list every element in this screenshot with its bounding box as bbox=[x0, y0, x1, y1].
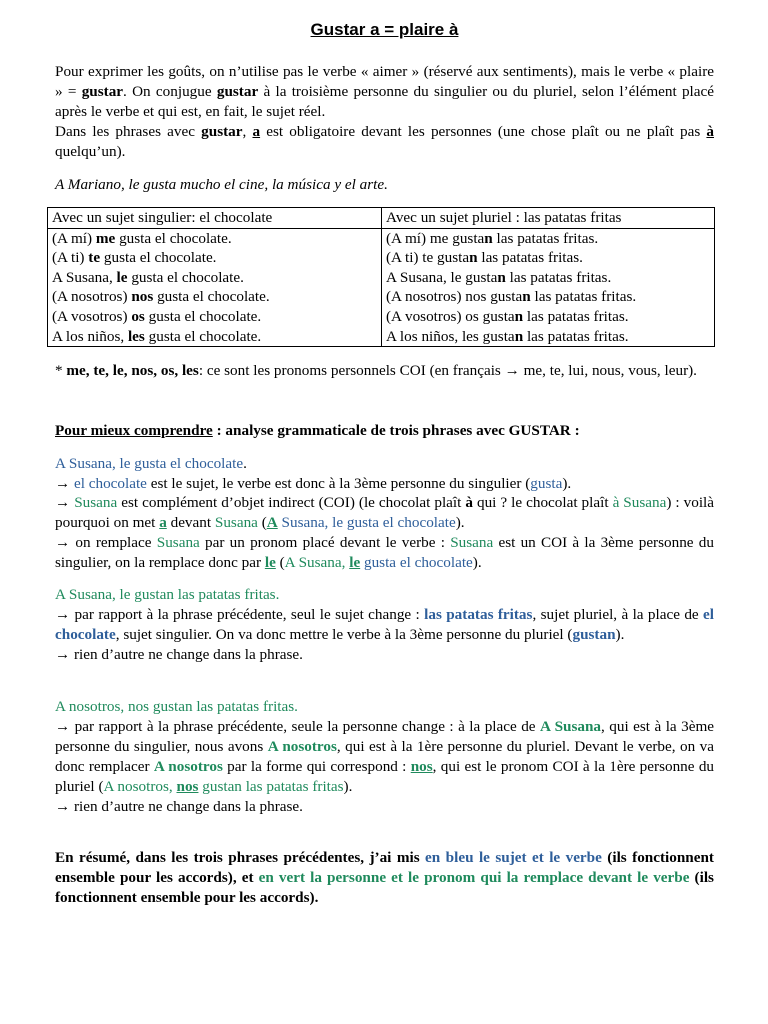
analysis-text: , sujet pluriel, à la place de bbox=[532, 606, 704, 623]
row-text: A los niños, les gusta bbox=[386, 327, 515, 345]
summary-text: En résumé, dans les trois phrases précédentes, j’ai mis bbox=[55, 849, 426, 866]
subject-blue: el chocolate bbox=[55, 606, 715, 643]
analysis-text: par un pronom placé devant le verbe : bbox=[199, 534, 451, 551]
row-plural-ending: n bbox=[497, 268, 506, 286]
arrow-text: → on remplace bbox=[55, 534, 157, 551]
plural-row bbox=[386, 327, 710, 347]
preposition-green: a bbox=[159, 514, 167, 531]
analysis-sentence-2-title bbox=[55, 585, 714, 605]
sentence-green: gustan las patatas fritas bbox=[198, 778, 344, 795]
row-text: (A ti) bbox=[52, 249, 89, 267]
intro-paragraph bbox=[55, 62, 714, 162]
plural-column bbox=[382, 228, 715, 347]
analysis-sentence-2 bbox=[55, 605, 714, 665]
analysis-text: ). bbox=[455, 514, 465, 531]
analysis-sentence-3 bbox=[55, 717, 714, 817]
analysis-text: est un COI à la 3ème personne du singulier, on la remplace donc par bbox=[55, 534, 714, 571]
plural-row bbox=[386, 268, 710, 288]
summary-text: (ils fonctionnent ensemble pour les accords), et bbox=[55, 849, 714, 886]
person-green: A Susana, bbox=[284, 554, 350, 571]
row-text: gusta el chocolate. bbox=[153, 288, 270, 306]
intro-text: Pour exprimer les goûts, on n’utilise pas le verbe « aimer » (réservé aux sentiments), mais le verbe « plaire » = bbox=[55, 63, 714, 100]
row-text: las patatas fritas. bbox=[477, 249, 583, 267]
sentence-green: A Susana, le gustan las patatas fritas. bbox=[55, 586, 280, 603]
intro-bold: gustar bbox=[216, 83, 259, 100]
analysis-sentence-1-pronoun bbox=[55, 533, 714, 573]
row-text: A Susana, le gusta bbox=[386, 268, 498, 286]
row-text: (A vosotros) os gusta bbox=[386, 307, 515, 325]
intro-text: Dans les phrases avec bbox=[55, 123, 202, 140]
intro-text: . On conjugue bbox=[123, 83, 217, 100]
person-green: Susana bbox=[74, 494, 118, 511]
row-text: gusta el chocolate. bbox=[127, 268, 244, 286]
singular-row bbox=[52, 307, 377, 327]
analysis-text: est le sujet, le verbe est donc à la 3ème personne du singulier ( bbox=[146, 475, 531, 492]
row-text: (A mí) me gusta bbox=[386, 229, 485, 247]
analysis-text: ( bbox=[275, 554, 285, 571]
row-pronoun: le bbox=[116, 268, 128, 286]
row-text: gusta el chocolate. bbox=[144, 307, 262, 325]
analysis-sentence-1-coi bbox=[55, 493, 714, 533]
row-text: A los niños, bbox=[52, 327, 128, 345]
preposition-green: A bbox=[266, 514, 278, 531]
analysis-sentence-3-title bbox=[55, 697, 714, 717]
singular-row bbox=[52, 229, 377, 249]
row-text: (A nosotros) nos gusta bbox=[386, 288, 523, 306]
row-text: (A vosotros) bbox=[52, 307, 132, 325]
person-green: A nosotros, bbox=[103, 778, 177, 795]
conjugation-table bbox=[47, 207, 715, 347]
summary-paragraph bbox=[55, 848, 714, 908]
note-pronouns: me, te, le, nos, os, les bbox=[66, 362, 199, 379]
plural-row bbox=[386, 287, 710, 307]
analysis-text: , sujet singulier. On va donc mettre le verbe à la 3ème personne du pluriel ( bbox=[115, 626, 573, 643]
analysis-text: qui ? le chocolat plaît bbox=[472, 494, 613, 511]
row-text: (A nosotros) bbox=[52, 288, 132, 306]
verb-blue: gusta bbox=[530, 475, 563, 492]
analysis-text: ( bbox=[257, 514, 267, 531]
summary-text: (ils fonctionnent ensemble pour les accords). bbox=[55, 869, 714, 906]
intro-bold-underlined: à bbox=[706, 123, 715, 140]
row-plural-ending: n bbox=[469, 249, 478, 267]
intro-bold: gustar bbox=[201, 123, 243, 140]
analysis-text: est complément d’objet indirect (COI) (le chocolat plaît bbox=[117, 494, 466, 511]
pronoun-green: nos bbox=[176, 778, 199, 795]
page-title: Gustar a = plaire à bbox=[310, 20, 459, 39]
intro-text: est obligatoire devant les personnes (une chose plaît ou ne plaît pas bbox=[260, 123, 707, 140]
analysis-bold: à bbox=[465, 494, 473, 511]
person-green: à Susana bbox=[612, 494, 667, 511]
subject-blue: el chocolate bbox=[73, 475, 147, 492]
person-green: A Susana bbox=[540, 718, 602, 735]
intro-text: , bbox=[242, 123, 253, 140]
pronoun-green: le bbox=[349, 554, 361, 571]
row-text: las patatas fritas. bbox=[492, 229, 599, 247]
sentence-blue: Susana, le gusta el chocolate bbox=[277, 514, 456, 531]
analysis-heading-underlined: Pour mieux comprendre bbox=[55, 422, 213, 439]
table-body-row bbox=[48, 228, 715, 347]
row-text: las patatas fritas. bbox=[530, 288, 637, 306]
row-text: las patatas fritas. bbox=[505, 268, 612, 286]
analysis-text: ). bbox=[343, 778, 353, 795]
sentence-blue: gusta el chocolate bbox=[360, 554, 473, 571]
analysis-text: → rien d’autre ne change dans la phrase. bbox=[55, 798, 303, 815]
singular-row bbox=[52, 248, 377, 268]
singular-row bbox=[52, 327, 377, 347]
analysis-text: par la forme qui correspond : bbox=[222, 758, 411, 775]
pronoun-note bbox=[55, 361, 714, 381]
row-text: gusta el chocolate. bbox=[144, 327, 262, 345]
note-text: : ce sont les pronoms personnels COI (en français → me, te, lui, nous, vous, leur). bbox=[198, 362, 697, 379]
analysis-text: ). bbox=[472, 554, 482, 571]
intro-text: à la troisième personne du singulier ou du pluriel, selon l’élément placé après le verbe et qui est, en fait, le sujet réel. bbox=[55, 83, 714, 120]
analysis-text: ). bbox=[615, 626, 625, 643]
note-text: * bbox=[55, 362, 67, 379]
row-text: (A ti) te gusta bbox=[386, 249, 470, 267]
sentence-blue: A Susana, le gusta el chocolate bbox=[55, 455, 244, 472]
person-green: A nosotros bbox=[153, 758, 223, 775]
analysis-text: → par rapport à la phrase précédente, seule la personne change : à la place de bbox=[55, 718, 540, 735]
singular-row bbox=[52, 268, 377, 288]
person-green: A nosotros bbox=[267, 738, 337, 755]
row-plural-ending: n bbox=[522, 288, 531, 306]
analysis-text: , qui est à la 1ère personne du pluriel. Devant le verbe, on va donc remplacer bbox=[55, 738, 714, 775]
row-plural-ending: n bbox=[514, 327, 524, 345]
row-text: gusta el chocolate. bbox=[115, 229, 232, 247]
example-sentence: A Mariano, le gusta mucho el cine, la música y el arte. bbox=[55, 176, 388, 193]
sentence-green: A nosotros, nos gustan las patatas fritas. bbox=[55, 698, 298, 715]
table-header: Avec un sujet singulier: el chocolate bbox=[48, 208, 382, 229]
row-pronoun: nos bbox=[131, 288, 154, 306]
summary-green: en vert la personne et le pronom qui la remplace devant le verbe bbox=[258, 869, 690, 886]
row-pronoun: me bbox=[95, 229, 116, 247]
analysis-text: , qui est le pronom COI à la 1ère personne du pluriel ( bbox=[55, 758, 715, 795]
person-green: Susana bbox=[214, 514, 258, 531]
pronoun-green: nos bbox=[410, 758, 433, 775]
row-text: las patatas fritas. bbox=[523, 327, 629, 345]
singular-column bbox=[48, 228, 382, 347]
plural-row bbox=[386, 307, 710, 327]
row-pronoun: os bbox=[131, 307, 145, 325]
plural-row bbox=[386, 248, 710, 268]
row-text: las patatas fritas. bbox=[523, 307, 629, 325]
singular-row bbox=[52, 287, 377, 307]
analysis-sentence-1 bbox=[55, 454, 714, 494]
analysis-text: → par rapport à la phrase précédente, seul le sujet change : bbox=[55, 606, 425, 623]
analysis-text: ). bbox=[562, 475, 572, 492]
analysis-text: ) : voilà pourquoi on met bbox=[55, 494, 715, 531]
analysis-text: → rien d’autre ne change dans la phrase. bbox=[55, 646, 303, 663]
verb-blue: gustan bbox=[572, 626, 616, 643]
row-pronoun: les bbox=[127, 327, 145, 345]
plural-row bbox=[386, 229, 710, 249]
row-plural-ending: n bbox=[514, 307, 524, 325]
table-header-row bbox=[48, 208, 715, 229]
row-text: gusta el chocolate. bbox=[100, 249, 217, 267]
row-text: A Susana, bbox=[52, 268, 117, 286]
person-green: Susana bbox=[450, 534, 494, 551]
analysis-text: , qui est à la 3ème personne du singulier, nous avons bbox=[55, 718, 714, 755]
intro-bold: gustar bbox=[81, 83, 124, 100]
row-pronoun: te bbox=[88, 249, 101, 267]
row-plural-ending: n bbox=[484, 229, 493, 247]
table-header: Avec un sujet pluriel : las patatas fritas bbox=[382, 208, 715, 229]
arrow-text: → bbox=[55, 494, 75, 511]
summary-blue: en bleu le sujet et le verbe bbox=[425, 849, 602, 866]
arrow-text: → bbox=[55, 475, 74, 492]
pronoun-green: le bbox=[264, 554, 276, 571]
subject-blue: las patatas fritas bbox=[424, 606, 533, 623]
intro-bold-underlined: a bbox=[252, 123, 261, 140]
analysis-heading-text: : analyse grammaticale de trois phrases avec GUSTAR : bbox=[212, 422, 580, 439]
analysis-text: devant bbox=[166, 514, 215, 531]
intro-text: quelqu’un). bbox=[55, 143, 126, 160]
person-green: Susana bbox=[156, 534, 200, 551]
sentence-dot: . bbox=[243, 455, 247, 472]
analysis-heading bbox=[55, 421, 714, 441]
row-text: (A mí) bbox=[52, 229, 96, 247]
